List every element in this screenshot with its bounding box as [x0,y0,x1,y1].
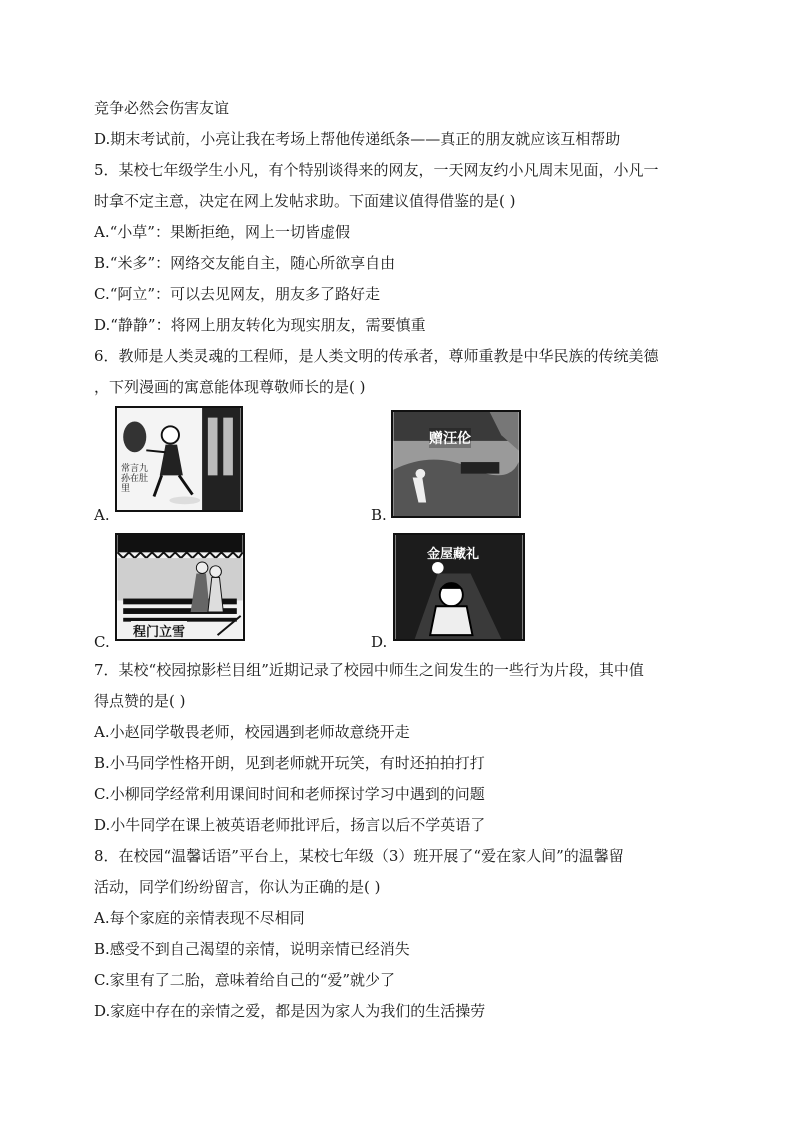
picture-option-d-letter: D. [371,633,388,651]
question-6-stem-1: 6．教师是人类灵魂的工程师，是人类文明的传承者，尊师重教是中华民族的传统美德 [94,347,659,365]
question-7-option-d: D.小牛同学在课上被英语老师批评后，扬言以后不学英语了 [94,816,486,834]
question-8-option-a: A.每个家庭的亲情表现不尽相同 [94,909,305,927]
picture-option-b-letter: B. [371,506,387,524]
cartoon-a [115,406,243,512]
question-5-stem-1: 5．某校七年级学生小凡，有个特别谈得来的网友，一天网友约小凡周末见面，小凡一 [94,161,659,179]
question-8-option-b: B.感受不到自己渴望的亲情，说明亲情已经消失 [94,940,410,958]
cartoon-b [391,410,521,518]
question-5-option-a: A.“小草”：果断拒绝，网上一切皆虚假 [94,223,350,241]
question-5-option-b: B.“米多”：网络交友能自主，随心所欲享自由 [94,254,396,272]
question-5-option-d: D.“静静”：将网上朋友转化为现实朋友，需要慎重 [94,316,426,334]
cartoon-b-caption: 赠汪伦 [429,428,471,448]
cartoon-a-caption: 常言九孙在肚里 [121,464,149,494]
question-8-stem-1: 8．在校园“温馨话语”平台上，某校七年级（3）班开展了“爱在家人间”的温馨留 [94,847,624,865]
question-7-stem-2: 得点赞的是( ) [94,692,186,710]
question-6-stem-2: ，下列漫画的寓意能体现尊敬师长的是( ) [94,378,366,396]
question-7-option-a: A.小赵同学敬畏老师，校园遇到老师故意绕开走 [94,723,410,741]
picture-option-a-letter: A. [94,506,110,524]
question-7-option-c: C.小柳同学经常利用课间时间和老师探讨学习中遇到的问题 [94,785,485,803]
question-5-option-c: C.“阿立”：可以去见网友，朋友多了路好走 [94,285,381,303]
cartoon-c-caption: 程门立雪 [131,621,187,640]
question-5-stem-2: 时拿不定主意，决定在网上发帖求助。下面建议值得借鉴的是( ) [94,192,516,210]
question-8-option-c: C.家里有了二胎，意味着给自己的“爱”就少了 [94,971,396,989]
text-line-2: D.期末考试前，小亮让我在考场上帮他传递纸条——真正的朋友就应该互相帮助 [94,130,621,148]
picture-option-c-letter: C. [94,633,110,651]
cartoon-d-caption: 金屋藏礼 [427,547,480,562]
cartoon-d [393,533,525,641]
question-7-option-b: B.小马同学性格开朗，见到老师就开玩笑，有时还拍拍打打 [94,754,485,772]
question-8-stem-2: 活动，同学们纷纷留言，你认为正确的是( ) [94,878,381,896]
question-8-option-d: D.家庭中存在的亲情之爱，都是因为家人为我们的生活操劳 [94,1002,486,1020]
cartoon-c [115,533,245,641]
question-7-stem-1: 7．某校“校园掠影栏目组”近期记录了校园中师生之间发生的一些行为片段，其中值 [94,661,644,679]
text-line-1: 竞争必然会伤害友谊 [94,99,230,117]
